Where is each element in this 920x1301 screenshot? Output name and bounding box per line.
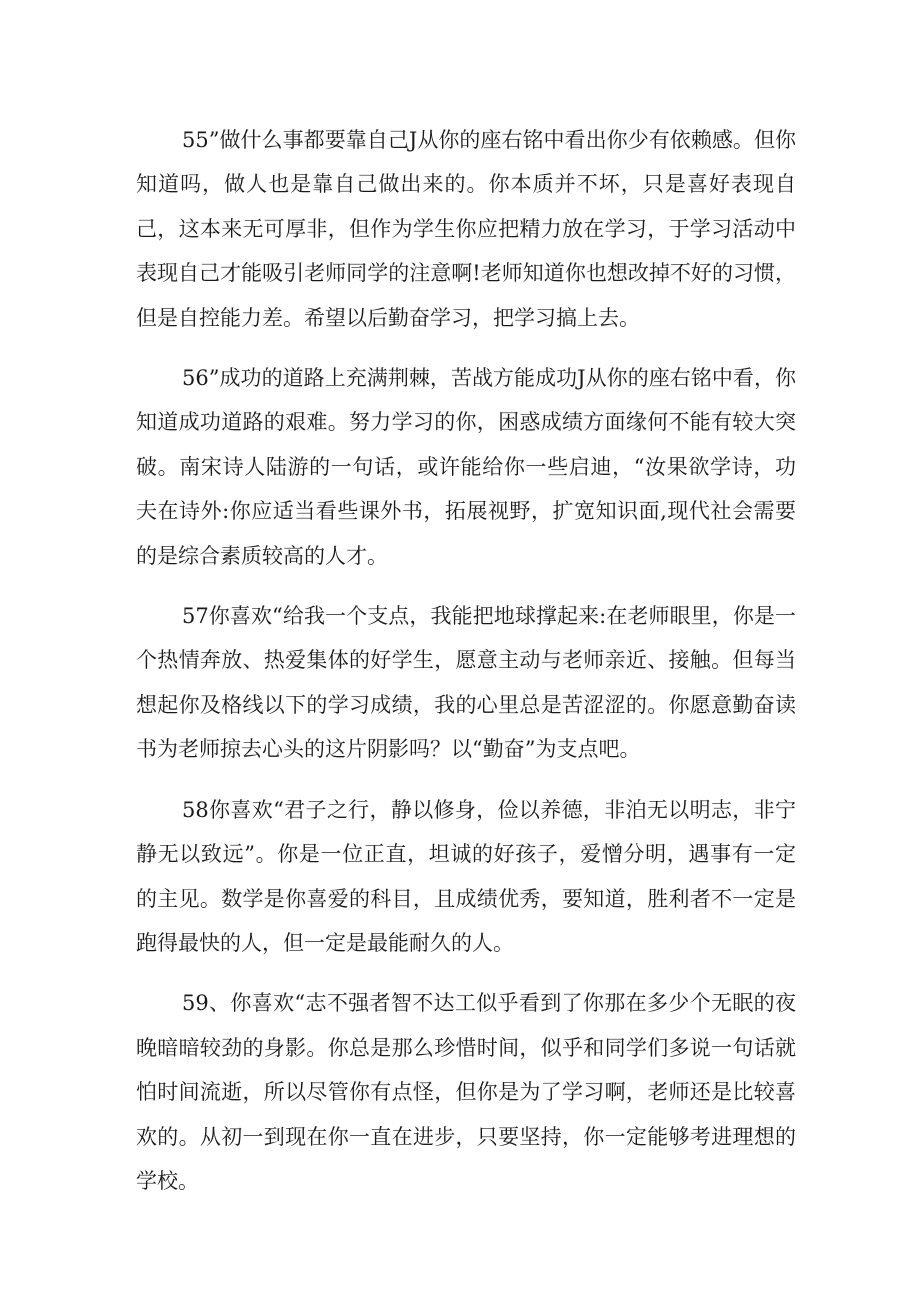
paragraph-56: 56”成功的道路上充满荆棘，苦战方能成功J从你的座右铭中看，你知道成功道路的艰难。努力学习的你，困惑成绩方面缘何不能有较大突破。南宋诗人陆游的一句话，或许能给你一些启迪，“汝果欲学诗，功夫在诗外:你应适当看些课外书，拓展视野，扩宽知识面,现代社会需要的是综合素质较高的人才。 <box>136 366 796 568</box>
paragraph-57: 57你喜欢“给我一个支点，我能把地球撑起来:在老师眼里，你是一个热情奔放、热爱集体的好学生，愿意主动与老师亲近、接触。但每当想起你及格线以下的学习成绩，我的心里总是苦涩涩的。你愿意勤奋读书为老师掠去心头的这片阴影吗？以“勤奋”为支点吧。 <box>136 604 796 762</box>
paragraph-55: 55”做什么事都要靠自己J从你的座右铭中看出你少有依赖感。但你知道吗，做人也是靠自己做出来的。你本质并不坏，只是喜好表现自己，这本来无可厚非，但作为学生你应把精力放在学习，于学习活动中表现自己才能吸引老师同学的注意啊!老师知道你也想改掉不好的习惯，但是自控能力差。希望以后勤奋学习，把学习搞上去。 <box>136 128 796 330</box>
paragraph-58: 58你喜欢“君子之行，静以修身，俭以养德，非泊无以明志，非宁静无以致远”。你是一位正直，坦诚的好孩子，爱憎分明，遇事有一定的主见。数学是你喜爱的科目，且成绩优秀，要知道，胜利者不一定是跑得最快的人，但一定是最能耐久的人。 <box>136 797 796 955</box>
paragraph-59: 59、你喜欢“志不强者智不达工似乎看到了你那在多少个无眠的夜晚暗暗较劲的身影。你总是那么珍惜时间，似乎和同学们多说一句话就怕时间流逝，所以尽管你有点怪，但你是为了学习啊，老师还是比较喜欢的。从初一到现在你一直在进步，只要坚持，你一定能够考进理想的学校。 <box>136 991 796 1193</box>
document-body <box>136 118 796 1203</box>
